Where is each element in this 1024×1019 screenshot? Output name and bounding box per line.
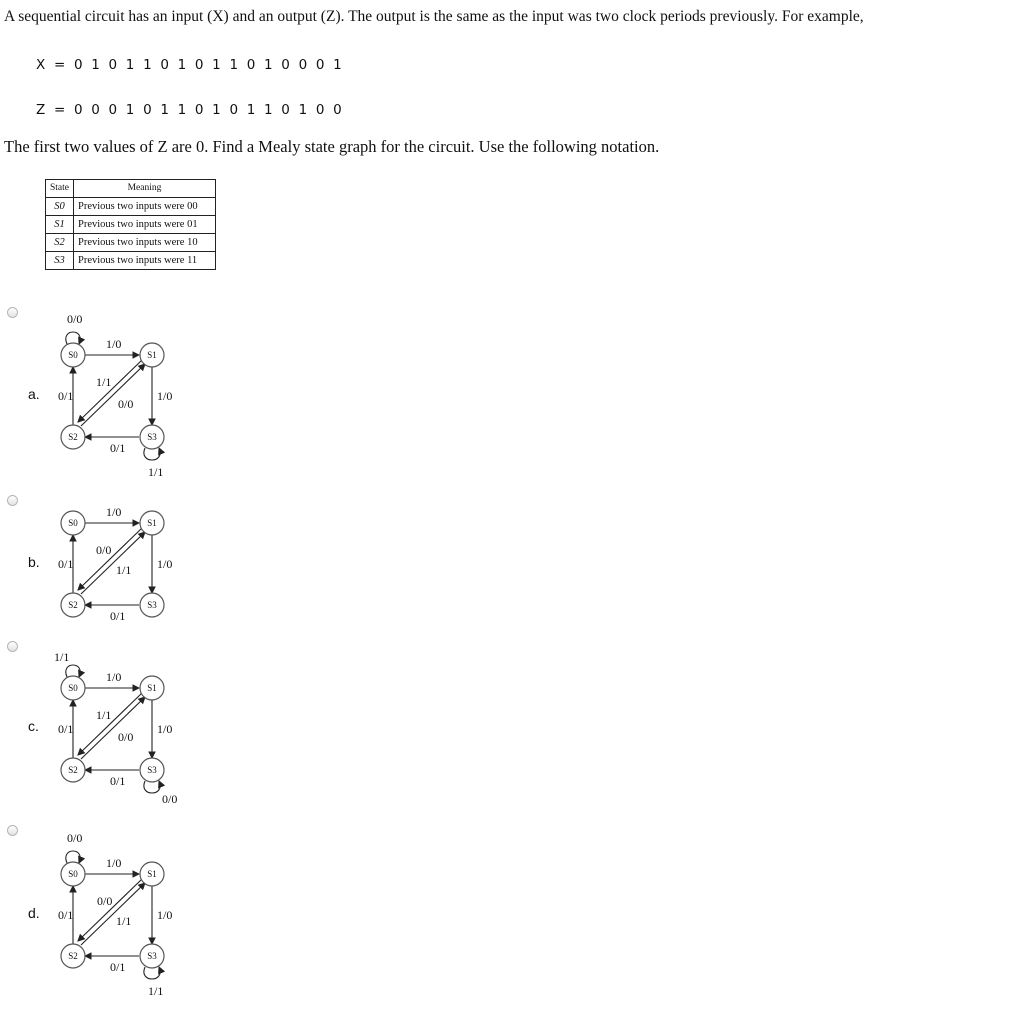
edge-s1-s2	[78, 360, 142, 422]
header-meaning: Meaning	[74, 180, 216, 198]
edge-label-s3-s2: 0/1	[110, 774, 126, 788]
edge-label-diag-a: 1/1	[96, 708, 112, 722]
edge-label-diag-b: 1/1	[116, 563, 132, 577]
edge-label-s0-s1: 1/0	[106, 856, 122, 870]
table-row	[46, 234, 216, 252]
state-cell: S3	[46, 252, 74, 270]
option-a-label: a.	[28, 386, 40, 402]
edge-s1-s2	[78, 528, 142, 590]
state-cell: S0	[46, 198, 74, 216]
option-c-radio[interactable]	[7, 641, 18, 652]
edge-label-s3-s2: 0/1	[110, 609, 126, 623]
edge-label-loop-s0: 0/0	[67, 312, 83, 326]
state-label-s2: S2	[68, 951, 78, 961]
table-row	[46, 216, 216, 234]
edge-label-s2-s0: 0/1	[58, 557, 74, 571]
header-state: State	[46, 180, 74, 198]
edge-s1-s2	[78, 879, 142, 941]
option-c-state-graph	[50, 641, 180, 831]
meaning-cell: Previous two inputs were 11	[74, 252, 216, 270]
output-sequence: Z = 0 0 0 1 0 1 1 0 1 0 1 1 0 1 0 0	[36, 102, 344, 118]
meaning-cell: Previous two inputs were 01	[74, 216, 216, 234]
edge-label-diag-a: 0/0	[97, 894, 113, 908]
question-intro: A sequential circuit has an input (X) and an output (Z). The output is the same as the input was two clock periods previously. For example,	[4, 8, 864, 25]
edge-label-diag-b: 0/0	[118, 730, 134, 744]
edge-label-s2-s0: 0/1	[58, 389, 74, 403]
state-label-s3: S3	[147, 432, 157, 442]
state-label-s1: S1	[147, 518, 157, 528]
edge-label-diag-a: 0/0	[96, 543, 112, 557]
option-d-radio[interactable]	[7, 825, 18, 836]
edge-label-loop-s0: 1/1	[54, 650, 70, 664]
edge-label-s3-s2: 0/1	[110, 441, 126, 455]
edge-label-s2-s0: 0/1	[58, 908, 74, 922]
edge-label-s0-s1: 1/0	[106, 505, 122, 519]
state-label-s0: S0	[68, 350, 78, 360]
state-label-s2: S2	[68, 765, 78, 775]
edge-label-s0-s1: 1/0	[106, 670, 122, 684]
edge-loop-s3	[144, 967, 160, 979]
option-d-state-graph	[50, 827, 180, 1017]
state-label-s1: S1	[147, 683, 157, 693]
state-label-s1: S1	[147, 869, 157, 879]
meaning-cell: Previous two inputs were 10	[74, 234, 216, 252]
option-c-label: c.	[28, 718, 39, 734]
edge-s2-s1	[81, 697, 145, 759]
state-cell: S1	[46, 216, 74, 234]
edge-label-loop-s3: 0/0	[162, 792, 178, 806]
edge-label-diag-a: 1/1	[96, 375, 112, 389]
edge-loop-s0	[66, 851, 80, 863]
edge-label-loop-s3: 1/1	[148, 465, 164, 479]
table-row	[46, 252, 216, 270]
edge-s2-s1	[81, 532, 145, 594]
state-label-s1: S1	[147, 350, 157, 360]
input-sequence: X = 0 1 0 1 1 0 1 0 1 1 0 1 0 0 0 1	[36, 57, 344, 73]
state-label-s3: S3	[147, 765, 157, 775]
question-followup: The first two values of Z are 0. Find a Mealy state graph for the circuit. Use the following notation.	[4, 137, 660, 156]
option-a-state-graph	[50, 308, 180, 498]
edge-loop-s3	[144, 448, 160, 460]
state-label-s2: S2	[68, 432, 78, 442]
state-label-s3: S3	[147, 600, 157, 610]
edge-loop-s3	[144, 781, 160, 793]
notation-header-row	[46, 180, 216, 198]
option-d-label: d.	[28, 905, 40, 921]
edge-label-loop-s3: 1/1	[148, 984, 164, 998]
edge-label-diag-b: 0/0	[118, 397, 134, 411]
edge-label-s0-s1: 1/0	[106, 337, 122, 351]
edge-label-diag-b: 1/1	[116, 914, 132, 928]
edge-s1-s2	[78, 693, 142, 755]
edge-label-s3-s2: 0/1	[110, 960, 126, 974]
state-label-s0: S0	[68, 518, 78, 528]
state-label-s2: S2	[68, 600, 78, 610]
meaning-cell: Previous two inputs were 00	[74, 198, 216, 216]
edge-label-s2-s0: 0/1	[58, 722, 74, 736]
edge-label-s1-s3: 1/0	[157, 722, 173, 736]
edge-label-s1-s3: 1/0	[157, 557, 173, 571]
table-row	[46, 198, 216, 216]
edge-loop-s0	[66, 332, 80, 344]
option-a-radio[interactable]	[7, 307, 18, 318]
notation-table	[45, 179, 216, 270]
edge-label-s1-s3: 1/0	[157, 389, 173, 403]
state-label-s3: S3	[147, 951, 157, 961]
state-label-s0: S0	[68, 683, 78, 693]
edge-loop-s0	[66, 665, 80, 677]
option-b-radio[interactable]	[7, 495, 18, 506]
edge-s2-s1	[81, 364, 145, 426]
option-b-label: b.	[28, 554, 40, 570]
state-label-s0: S0	[68, 869, 78, 879]
edge-s2-s1	[81, 883, 145, 945]
edge-label-s1-s3: 1/0	[157, 908, 173, 922]
option-b-state-graph	[50, 476, 180, 666]
edge-label-loop-s0: 0/0	[67, 831, 83, 845]
state-cell: S2	[46, 234, 74, 252]
